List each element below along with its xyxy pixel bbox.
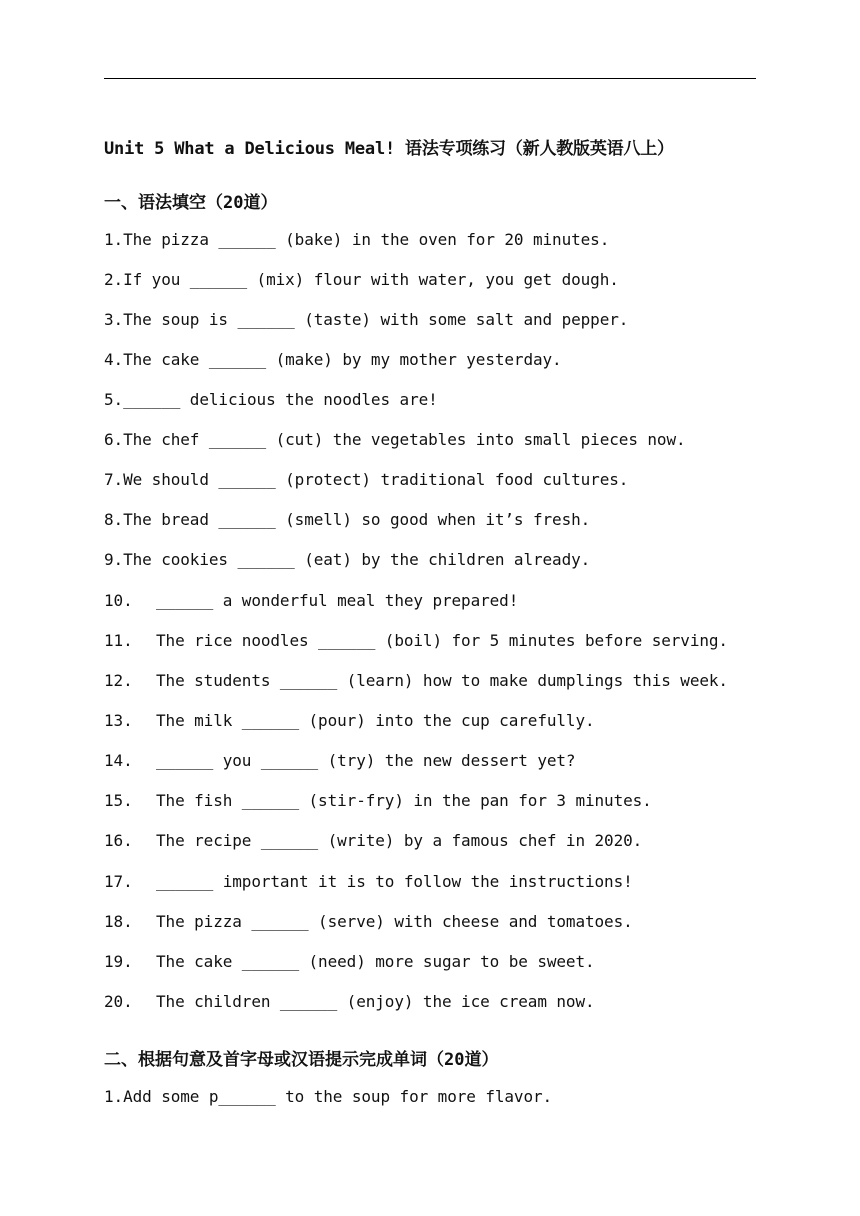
item-number: 17.	[104, 872, 133, 891]
exercise-item-13	[104, 711, 595, 730]
item-text: ______ important it is to follow the instructions!	[156, 872, 633, 891]
item-number: 13.	[104, 711, 133, 730]
item-text: The bread ______ (smell) so good when it’s fresh.	[123, 510, 591, 529]
item-number: 8.	[104, 510, 124, 529]
exercise-item-10	[104, 591, 518, 610]
item-text: The cake ______ (make) by my mother yesterday.	[123, 350, 562, 369]
exercise-item-3	[104, 310, 628, 329]
exercise-item-7	[104, 470, 628, 489]
item-number: 3.	[104, 310, 124, 329]
item-number: 7.	[104, 470, 124, 489]
item-number: 4.	[104, 350, 124, 369]
document-title: Unit 5 What a Delicious Meal! 语法专项练习（新人教版英语八上）	[104, 139, 674, 159]
item-number: 14.	[104, 751, 133, 770]
item-text: The milk ______ (pour) into the cup carefully.	[156, 711, 595, 730]
item-number: 1.	[104, 1087, 124, 1106]
item-number: 16.	[104, 831, 133, 850]
item-number: 11.	[104, 631, 133, 650]
item-text: Add some p______ to the soup for more flavor.	[123, 1087, 553, 1106]
item-text: The children ______ (enjoy) the ice cream now.	[156, 992, 595, 1011]
item-number: 2.	[104, 270, 124, 289]
exercise-item-20	[104, 992, 595, 1011]
item-number: 9.	[104, 550, 124, 569]
item-number: 10.	[104, 591, 133, 610]
exercise-item-9	[104, 550, 590, 569]
item-number: 6.	[104, 430, 124, 449]
item-text: The rice noodles ______ (boil) for 5 minutes before serving.	[156, 631, 728, 650]
item-number: 12.	[104, 671, 133, 690]
item-text: ______ a wonderful meal they prepared!	[156, 591, 519, 610]
section-1-heading: 一、语法填空（20道）	[104, 193, 278, 213]
exercise-item-1	[104, 230, 609, 249]
exercise-item-15	[104, 791, 652, 810]
item-text: The cookies ______ (eat) by the children already.	[123, 550, 591, 569]
item-text: The students ______ (learn) how to make dumplings this week.	[156, 671, 728, 690]
item-number: 1.	[104, 230, 124, 249]
section-2-heading: 二、根据句意及首字母或汉语提示完成单词（20道）	[104, 1050, 499, 1070]
item-text: The pizza ______ (serve) with cheese and tomatoes.	[156, 912, 633, 931]
item-number: 5.	[104, 390, 124, 409]
exercise-item-17	[104, 872, 633, 891]
exercise-item-4	[104, 350, 562, 369]
item-number: 18.	[104, 912, 133, 931]
exercise-item-s2-1	[104, 1087, 552, 1106]
item-number: 15.	[104, 791, 133, 810]
item-text: We should ______ (protect) traditional food cultures.	[123, 470, 629, 489]
exercise-item-16	[104, 831, 642, 850]
item-text: The recipe ______ (write) by a famous chef in 2020.	[156, 831, 643, 850]
header-rule	[104, 78, 756, 79]
exercise-item-11	[104, 631, 728, 650]
exercise-item-12	[104, 671, 728, 690]
exercise-item-5	[104, 390, 438, 409]
exercise-item-19	[104, 952, 595, 971]
item-text: If you ______ (mix) flour with water, you get dough.	[123, 270, 619, 289]
item-text: ______ you ______ (try) the new dessert yet?	[156, 751, 576, 770]
exercise-item-2	[104, 270, 619, 289]
item-text: ______ delicious the noodles are!	[123, 390, 438, 409]
item-text: The pizza ______ (bake) in the oven for 20 minutes.	[123, 230, 610, 249]
item-text: The soup is ______ (taste) with some salt and pepper.	[123, 310, 629, 329]
item-text: The cake ______ (need) more sugar to be sweet.	[156, 952, 595, 971]
item-number: 19.	[104, 952, 133, 971]
exercise-item-6	[104, 430, 686, 449]
exercise-item-8	[104, 510, 590, 529]
item-text: The chef ______ (cut) the vegetables into small pieces now.	[123, 430, 686, 449]
exercise-item-18	[104, 912, 633, 931]
item-text: The fish ______ (stir-fry) in the pan for 3 minutes.	[156, 791, 652, 810]
item-number: 20.	[104, 992, 133, 1011]
exercise-item-14	[104, 751, 575, 770]
